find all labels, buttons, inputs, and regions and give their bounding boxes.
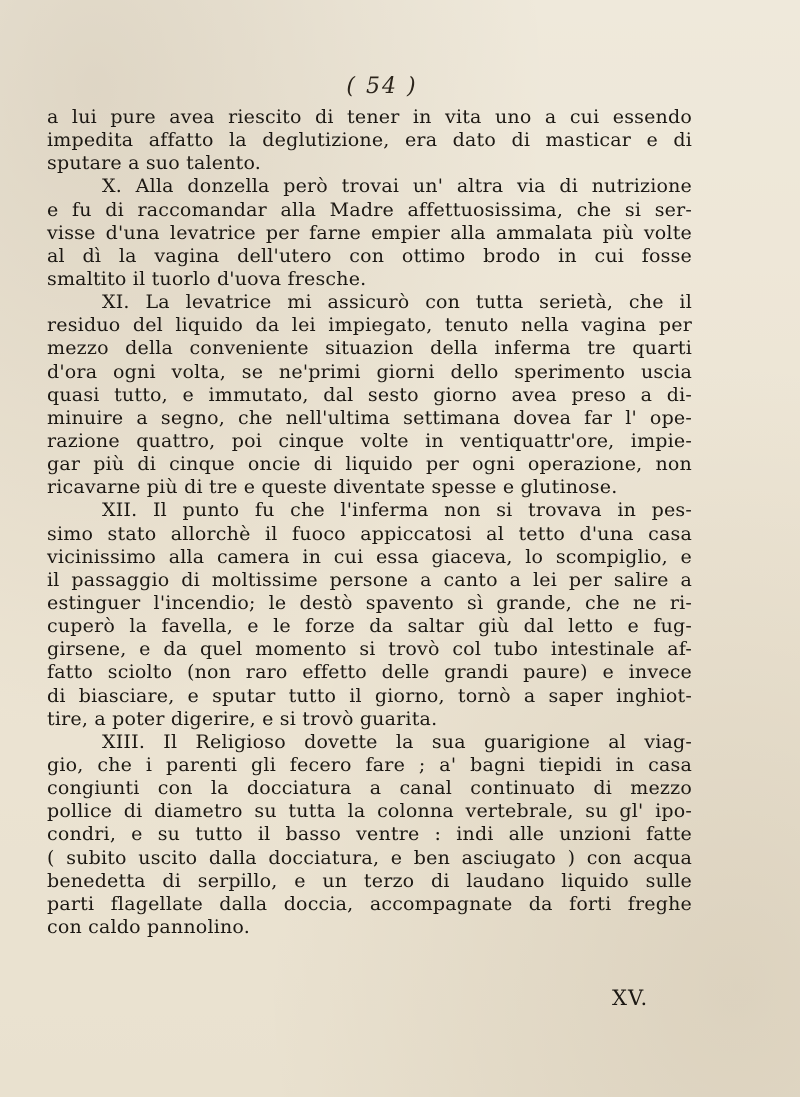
text-line: gio, che i parenti gli fecero fare ; a' bagni tiepidi in casa [47,753,692,776]
text-line: quasi tutto, e immutato, dal sesto giorno avea preso a di- [47,383,692,406]
text-line: e fu di raccomandar alla Madre affettuosissima, che si ser- [47,198,692,221]
text-line: di biasciare, e sputar tutto il giorno, tornò a saper inghiot- [47,684,692,707]
text-line: residuo del liquido da lei impiegato, tenuto nella vagina per [47,314,692,337]
text-line: tire, a poter digerire, e si trovò guarita. [47,707,438,730]
text-line: il passaggio di moltissime persone a canto a lei per salire a [47,568,692,591]
text-line: smaltito il tuorlo d'uova fresche. [47,267,367,290]
text-line: gar più di cinque oncie di liquido per ogni operazione, non [47,453,692,476]
text-line: parti flagellate dalla doccia, accompagnate da forti freghe [47,892,692,915]
paragraph-xii-start: XII. Il punto fu che l'inferma non si trovava in pes- [102,499,692,522]
text-line: razione quattro, poi cinque volte in ventiquattr'ore, impie- [47,429,692,452]
paragraph-xiii-start: XIII. Il Religioso dovette la sua guarigione al viag- [102,730,692,753]
text-line: a lui pure avea riescito di tener in vita uno a cui essendo [47,106,692,128]
text-line: cuperò la favella, e le forze da saltar giù dal letto e fug- [47,615,692,638]
text-line: congiunti con la docciatura a canal continuato di mezzo [47,777,692,800]
text-line: con caldo pannolino. [47,915,250,938]
text-line: pollice di diametro su tutta la colonna vertebrale, su gl' ipo- [47,800,692,823]
text-line: d'ora ogni volta, se ne'primi giorni dello sperimento uscia [47,360,692,383]
text-line: fatto sciolto (non raro effetto delle grandi paure) e invece [47,661,692,684]
text-line: sputare a suo talento. [47,152,262,175]
text-line: al dì la vagina dell'utero con ottimo brodo in cui fosse [47,244,692,267]
page-number: ( 54 ) [346,74,418,99]
text-line: minuire a segno, che nell'ultima settimana dovea far l' ope- [47,406,692,429]
paragraph-xi-start: XI. La levatrice mi assicurò con tutta serietà, che il [102,291,692,314]
text-line: girsene, e da quel momento si trovò col tubo intestinale af- [47,638,692,661]
paragraph-x-start: X. Alla donzella però trovai un' altra via di nutrizione [102,175,692,198]
text-line: benedetta di serpillo, e un terzo di laudano liquido sulle [47,869,692,892]
text-line: condri, e su tutto il basso ventre : indi alle unzioni fatte [47,823,692,846]
text-line: simo stato allorchè il fuoco appiccatosi al tetto d'una casa [47,522,692,545]
body-text [47,106,692,939]
text-line: mezzo della conveniente situazion della inferma tre quarti [47,337,692,360]
text-line: visse d'una levatrice per farne empier alla ammalata più volte [47,221,692,244]
text-line: ( subito uscito dalla docciatura, e ben asciugato ) con acqua [47,846,692,869]
text-line: estinguer l'incendio; le destò spavento sì grande, che ne ri- [47,591,692,614]
text-line: ricavarne più di tre e queste diventate spesse e glutinose. [47,476,618,499]
text-line: impedita affatto la deglutizione, era dato di masticar e di [47,129,692,152]
catchword: XV. [612,986,649,1010]
text-line: vicinissimo alla camera in cui essa giaceva, lo scompiglio, e [47,545,692,568]
